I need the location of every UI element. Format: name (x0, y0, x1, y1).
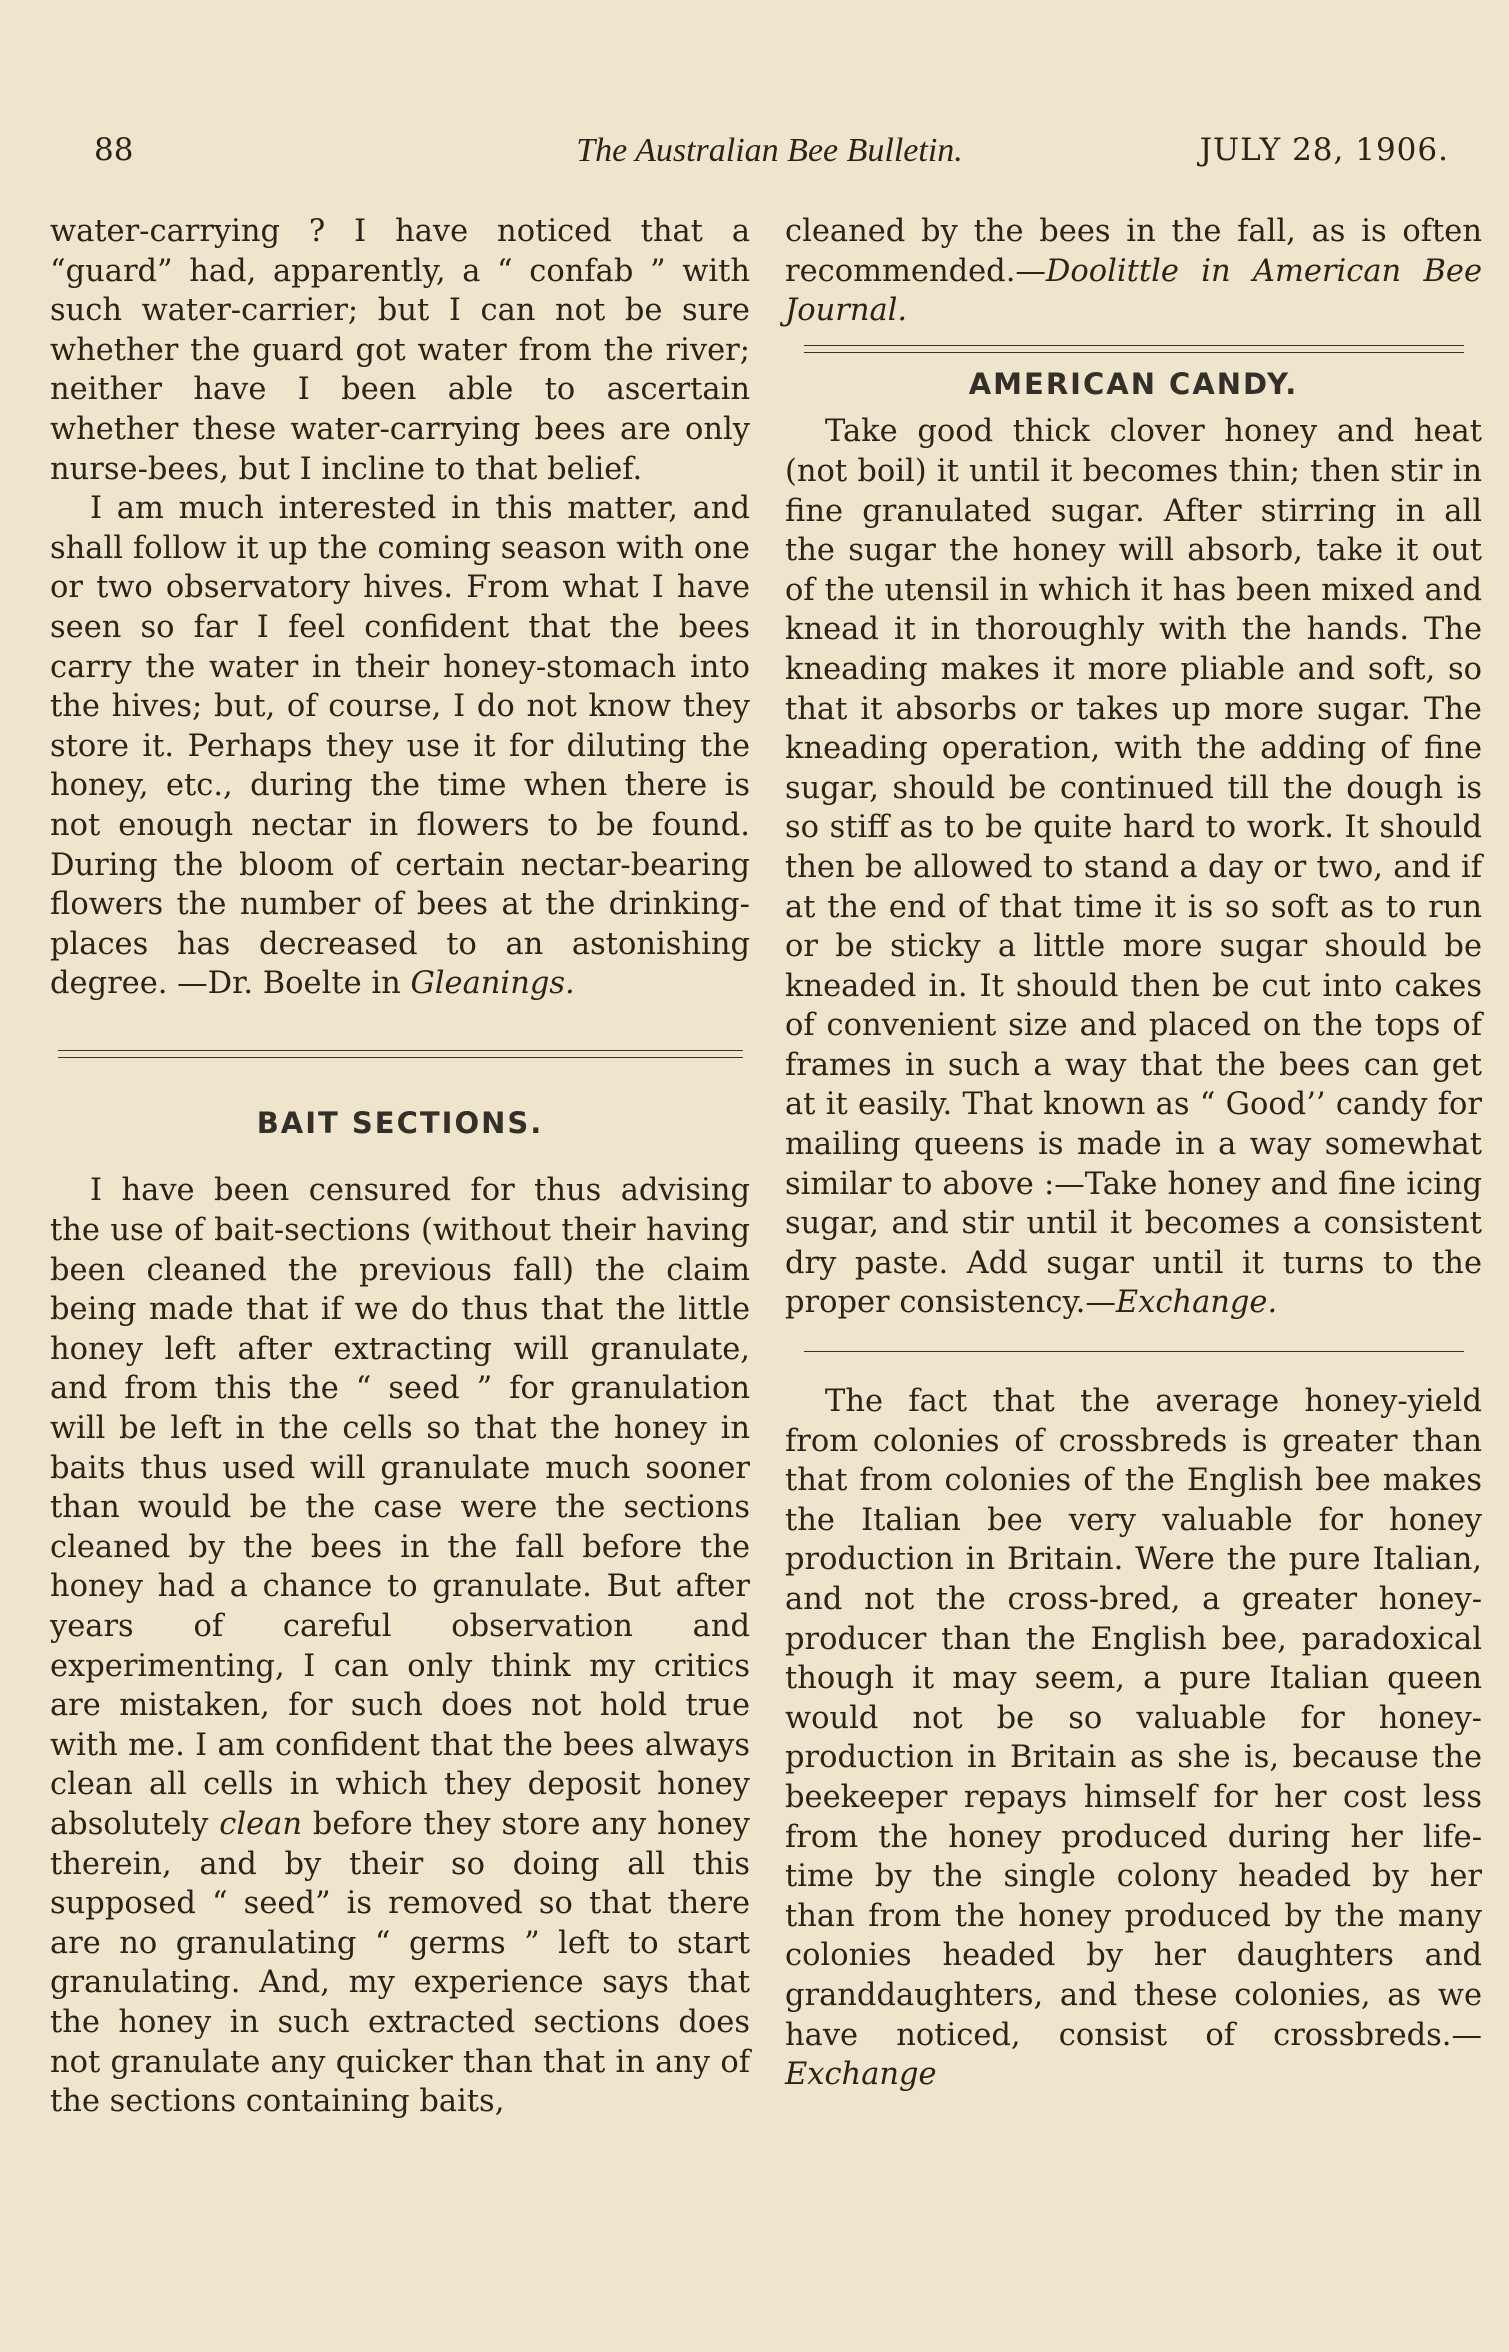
doolittle-source: Doolittle in American Bee Journal. (785, 253, 1482, 329)
doolittle-text: cleaned by the bees in the fall, as is often recommended.— (785, 214, 1482, 289)
boelte-paragraph (50, 489, 750, 1004)
publication-title: The Australian Bee Bulletin. (576, 132, 963, 169)
candy-text: Take good thick clover honey and heat (not boil) it until it becomes thin; then stir in fine granulated sugar. After stirring in all the sugar the honey will absorb, take it out of the utensil in which it has been mixed and knead it in thoroughly with the hands. The kneading makes it more pliable and soft, so that it absorbs or takes up more sugar. The kneading operation, with the adding of fine sugar, should be continued till the dough is so stiff as to be quite hard to work. It should then be allowed to stand a day or two, and if at the end of that time it is so soft as to run or be sticky a little more sugar should be kneaded in. It should then be cut into cakes of convenient size and placed on the tops of frames in such a way that the bees can get at it easily. That known as “ Good’’ candy for mailing queens is made in a way somewhat similar to above :—Take honey and fine icing sugar, and stir until it becomes a consistent dry paste. Add sugar until it turns to the proper consistency.— (785, 414, 1482, 1321)
italian-bee-paragraph (785, 1382, 1482, 2095)
doolittle-paragraph (785, 212, 1482, 331)
right-column (785, 212, 1482, 2095)
left-column (50, 212, 750, 2122)
bait-text-b: before they store any honey therein, and by their so doing all this supposed “ seed” is removed so that there are no granulating “ germs ” left to start granulating. And, my experience says that the honey in such extracted sections does not granulate any quicker than that in any of the sections containing baits, (50, 1806, 750, 2120)
candy-source: Exchange. (1115, 1285, 1278, 1321)
water-carrying-paragraph: water-carrying ? I have noticed that a “guard” had, apparently, a “ confab ” with such water-carrier; but I can not be sure whether the guard got water from the river; neither have I been able to ascertain whether these water-carrying bees are only nurse-bees, but I incline to that belief. (50, 214, 750, 487)
bait-sections-heading: BAIT SECTIONS. (256, 1105, 544, 1140)
section-divider (804, 345, 1464, 353)
issue-date: JULY 28, 1906. (1199, 132, 1449, 168)
bait-clean-word: clean (219, 1806, 302, 1842)
american-candy-paragraph (785, 412, 1482, 1323)
american-candy-heading: AMERICAN CANDY. (968, 366, 1299, 401)
italian-source: Exchange (785, 2057, 937, 2093)
boelte-source: Gleanings. (410, 966, 575, 1002)
boelte-text: I am much interested in this matter, and shall follow it up the coming season with one or two observatory hives. From what I have seen so far I feel confident that the bees carry the water in their honey-stomach into the hives; but, of course, I do not know they store it. Perhaps they use it for diluting the honey, etc., during the time when there is not enough nectar in flowers to be found. During the bloom of certain nectar-bearing flowers the number of bees at the drinking-places has decreased to an astonishing degree. —Dr. Boelte in (50, 491, 750, 1002)
page-number: 88 (94, 132, 134, 168)
italian-text: The fact that the average honey-yield from colonies of crossbreds is greater than that from colonies of the English bee makes the Italian bee very valuable for honey production in Britain. Were the pure Italian, and not the cross-bred, a greater honey-producer than the English bee, paradoxical though it may seem, a pure Italian queen would not be so valuable for honey-production in Britain as she is, because the beekeeper repays himself for her cost less from the honey produced during her life-time by the single colony headed by her than from the honey produced by the many colonies headed by her daughters and granddaughters, and these colonies, as we have noticed, consist of crossbreds.— (785, 1384, 1482, 2053)
bait-sections-paragraph (50, 1171, 750, 2121)
section-divider (58, 1050, 743, 1058)
bait-text-a: I have been censured for thus advising the use of bait-sections (without their having been cleaned the previous fall) the claim being made that if we do thus that the little honey left after extracting will granulate, and from this the “ seed ” for granulation will be left in the cells so that the honey in baits thus used will granulate much sooner than would be the case were the sections cleaned by the bees in the fall before the honey had a chance to granulate. But after years of careful observation and experimenting, I can only think my critics are mistaken, for such does not hold true with me. I am confident that the bees always clean all cells in which they deposit honey absolutely (50, 1173, 750, 1842)
page-header (90, 132, 1449, 182)
